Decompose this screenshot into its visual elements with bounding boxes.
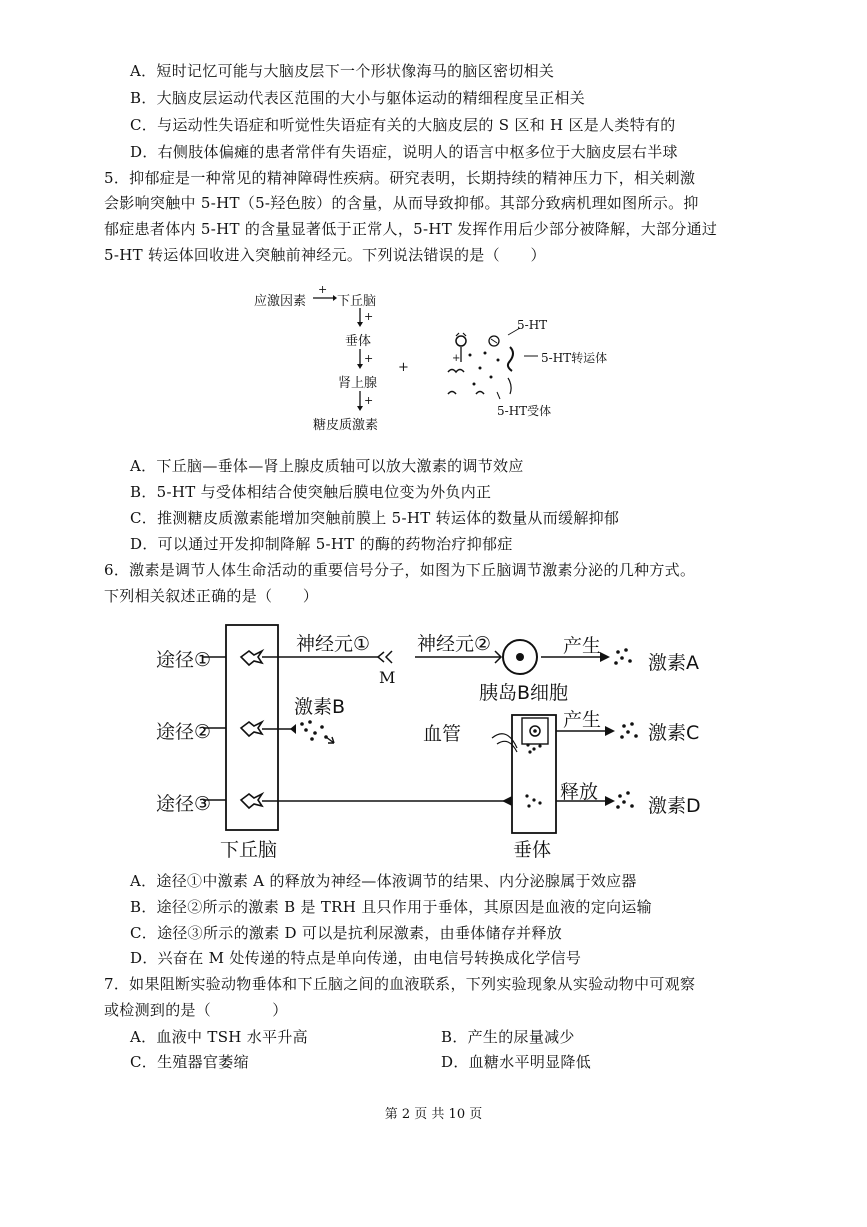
5ht-label: 5-HT bbox=[517, 318, 548, 332]
produce-label-1: 产生 bbox=[563, 635, 602, 657]
svg-text:+: + bbox=[452, 353, 461, 364]
route-1-label: 途径① bbox=[156, 649, 212, 671]
route-3-label: 途径③ bbox=[156, 793, 212, 815]
svg-text:+: + bbox=[364, 310, 374, 323]
release-label: 释放 bbox=[560, 781, 599, 803]
pituitary-label: 垂体 bbox=[345, 334, 372, 349]
neuron-1-label: 神经元① bbox=[296, 633, 371, 655]
blood-vessel-label: 血管 bbox=[423, 723, 462, 745]
hypothalamus-box-label: 下丘脑 bbox=[220, 839, 278, 861]
q6-stem-line-1: 6．激素是调节人体生命活动的重要信号分子，如图为下丘脑调节激素分泌的几种方式。 bbox=[104, 561, 696, 579]
pituitary-box-label: 垂体 bbox=[513, 839, 552, 861]
q7-option-d: D．血糖水平明显降低 bbox=[441, 1053, 592, 1071]
stress-factor-label: 应激因素 bbox=[254, 294, 307, 309]
islet-b-cell-label: 胰岛B细胞 bbox=[479, 682, 569, 704]
svg-text:+: + bbox=[364, 394, 374, 407]
page-number: 第 2 页 共 10 页 bbox=[384, 1107, 483, 1122]
5ht-receptor-label: 5-HT受体 bbox=[497, 404, 552, 418]
q4-option-b: B．大脑皮层运动代表区范围的大小与躯体运动的精细程度呈正相关 bbox=[130, 89, 586, 107]
q4-option-a: A．短时记忆可能与大脑皮层下一个形状像海马的脑区密切相关 bbox=[130, 62, 555, 80]
q5-option-c: C．推测糖皮质激素能增加突触前膜上 5-HT 转运体的数量从而缓解抑郁 bbox=[130, 509, 620, 527]
q7-option-b: B．产生的尿量减少 bbox=[441, 1028, 575, 1046]
adrenal-label: 肾上腺 bbox=[338, 376, 378, 391]
hormone-a-label: 激素A bbox=[648, 652, 699, 674]
q4-option-d: D．右侧肢体偏瘫的患者常伴有失语症，说明人的语言中枢多位于大脑皮层右半球 bbox=[130, 143, 678, 161]
q6-stem-line-2: 下列相关叙述正确的是（ ） bbox=[104, 587, 319, 605]
q6-option-c: C．途径③所示的激素 D 可以是抗利尿激素，由垂体储存并释放 bbox=[130, 924, 563, 942]
q5-stem-line-3: 郁症患者体内 5-HT 的含量显著低于正常人，5-HT 发挥作用后少部分被降解，大部分通过 bbox=[104, 220, 718, 238]
glucocorticoid-label: 糖皮质激素 bbox=[313, 418, 379, 433]
svg-text:+: + bbox=[364, 352, 374, 365]
svg-text:+: + bbox=[318, 283, 328, 296]
hormone-d-label: 激素D bbox=[648, 795, 701, 817]
q5-stem-line-2: 会影响突触中 5-HT（5-羟色胺）的含量，从而导致抑郁。其部分致病机理如图所示。抑 bbox=[104, 194, 699, 212]
q5-option-d: D．可以通过开发抑制降解 5-HT 的酶的药物治疗抑郁症 bbox=[130, 535, 513, 553]
neuron-2-label: 神经元② bbox=[417, 633, 492, 655]
hormone-b-label: 激素B bbox=[294, 696, 346, 718]
q6-option-d: D．兴奋在 M 处传递的特点是单向传递，由电信号转换成化学信号 bbox=[130, 949, 582, 967]
route-2-label: 途径② bbox=[156, 721, 212, 743]
q4-option-c: C．与运动性失语症和听觉性失语症有关的大脑皮层的 S 区和 H 区是人类特有的 bbox=[130, 116, 676, 134]
q5-option-a: A．下丘脑—垂体—肾上腺皮质轴可以放大激素的调节效应 bbox=[130, 457, 524, 475]
5ht-transporter-label: 5-HT转运体 bbox=[541, 351, 608, 365]
q7-stem-line-2: 或检测到的是（ ） bbox=[104, 1001, 288, 1019]
hormone-c-label: 激素C bbox=[648, 722, 700, 744]
hypothalamus-label: 下丘脑 bbox=[337, 294, 377, 309]
q5-stem-line-1: 5．抑郁症是一种常见的精神障碍性疾病。研究表明，长期持续的精神压力下，相关刺激 bbox=[104, 169, 696, 187]
q7-option-a: A．血液中 TSH 水平升高 bbox=[130, 1028, 308, 1046]
q6-option-a: A．途径①中激素 A 的释放为神经—体液调节的结果、内分泌腺属于效应器 bbox=[130, 872, 637, 890]
q7-option-c: C．生殖器官萎缩 bbox=[130, 1053, 249, 1071]
q6-option-b: B．途径②所示的激素 B 是 TRH 且只作用于垂体，其原因是血液的定向运输 bbox=[130, 898, 652, 916]
q5-option-b: B．5-HT 与受体相结合使突触后膜电位变为外负内正 bbox=[130, 483, 492, 501]
m-label: M bbox=[379, 668, 396, 687]
q7-stem-line-1: 7．如果阻断实验动物垂体和下丘脑之间的血液联系，下列实验现象从实验动物中可观察 bbox=[104, 975, 696, 993]
q5-stem-line-4: 5-HT 转运体回收进入突触前神经元。下列说法错误的是（ ） bbox=[104, 246, 546, 264]
produce-label-2: 产生 bbox=[563, 709, 602, 731]
plus-sign: + bbox=[398, 360, 409, 375]
